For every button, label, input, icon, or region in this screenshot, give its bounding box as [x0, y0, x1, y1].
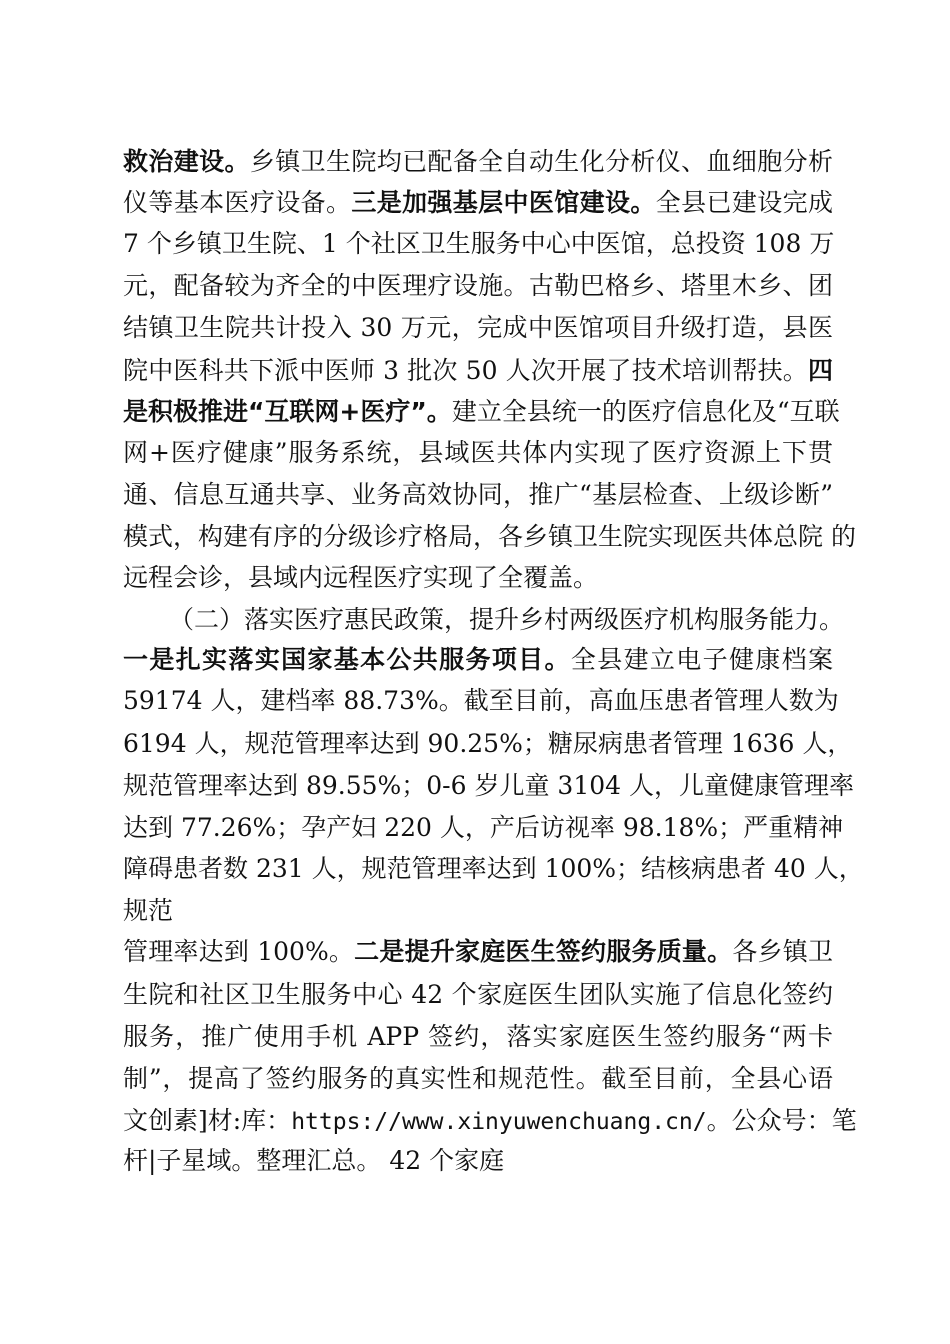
- text-run: 制”，提高了签约服务的真实性和规范性。截至目前，全县心语: [123, 1064, 833, 1093]
- text-run: 管理率达到 100%。: [123, 937, 355, 966]
- text-line: [123, 224, 833, 264]
- text-line: [123, 932, 833, 972]
- text-line: [123, 724, 853, 764]
- text-line: [123, 142, 833, 182]
- text-run: 59174 人，建档率 88.73%。截至目前，高血压患者管理人数为: [123, 686, 839, 715]
- text-run: 建立全县统一的医疗信息化及“互联: [451, 397, 840, 426]
- text-run: 全县已建设完成: [655, 188, 833, 217]
- text-run: 仪等基本医疗设备。: [123, 188, 352, 217]
- text-run: 文创素]材:库：: [123, 1106, 292, 1135]
- text-run: 网+医疗健康”服务系统，县域医共体内实现了医疗资源上下贯: [123, 438, 833, 467]
- text-run: 生院和社区卫生服务中心 42 个家庭医生团队实施了信息化签约: [123, 980, 833, 1009]
- text-line: [123, 640, 833, 680]
- text-line: [123, 808, 844, 848]
- text-run: 结镇卫生院共计投入 30 万元，完成中医馆项目升级打造，县医: [123, 313, 833, 342]
- bold-heading-run: 一是扎实落实国家基本公共服务项目。: [123, 645, 571, 674]
- text-line: [123, 766, 854, 806]
- text-line: [123, 1101, 857, 1141]
- text-line: [123, 975, 833, 1015]
- text-run: 元，配备较为齐全的中医理疗设施。古勒巴格乡、塔里木乡、团: [123, 271, 833, 300]
- text-line: [123, 1017, 833, 1057]
- text-line: [123, 1141, 833, 1181]
- text-run: 通、信息互通共享、业务高效协同，推广“基层检查、上级诊断”: [123, 480, 833, 509]
- bold-heading-run: 二是提升家庭医生签约服务质量。: [354, 937, 733, 966]
- text-line: [123, 308, 833, 348]
- text-run: 乡镇卫生院均已配备全自动生化分析仪、血细胞分析: [249, 147, 833, 176]
- text-line: [123, 891, 833, 931]
- text-run: 障碍患者数 231 人，规范管理率达到 100%；结核病患者 40 人，: [123, 854, 864, 883]
- url-text: https://www.xinyuwenchuang.cn/: [291, 1109, 707, 1135]
- text-line: [123, 681, 839, 721]
- text-run: 杆|子星域。整理汇总。 42 个家庭: [123, 1146, 505, 1175]
- text-line: [123, 183, 833, 223]
- text-run: 7 个乡镇卫生院、1 个社区卫生服务中心中医馆，总投资 108 万: [123, 229, 835, 258]
- bold-heading-run: 是积极推进“互联网+医疗”。: [123, 397, 452, 426]
- text-line: [123, 558, 833, 598]
- text-run: 模式，构建有序的分级诊疗格局，各乡镇卫生院实现医共体总院 的: [123, 522, 856, 551]
- text-run: 全县建立电子健康档案: [570, 645, 833, 674]
- bold-heading-run: 救治建设。: [123, 147, 250, 176]
- text-run: 各乡镇卫: [732, 937, 833, 966]
- text-line: [123, 849, 864, 889]
- text-run: 规范管理率达到 89.55%；0-6 岁儿童 3104 人，儿童健康管理率: [123, 771, 854, 800]
- text-run: 院中医科共下派中医师 3 批次 50 人次开展了技术培训帮扶。: [123, 356, 808, 385]
- text-line: [123, 1059, 833, 1099]
- text-line: [123, 266, 833, 306]
- text-run: 达到 77.26%；孕产妇 220 人，产后访视率 98.18%；严重精神: [123, 813, 844, 842]
- bold-heading-run: 四: [807, 356, 833, 385]
- text-run: （二）落实医疗惠民政策，提升乡村两级医疗机构服务能力。: [169, 605, 845, 634]
- text-run: 。公众号：笔: [706, 1106, 857, 1135]
- text-run: 6194 人，规范管理率达到 90.25%；糖尿病患者管理 1636 人，: [123, 729, 853, 758]
- text-run: 规范: [123, 896, 174, 925]
- text-line: [123, 475, 833, 515]
- text-line: [123, 392, 840, 432]
- text-line: [123, 433, 833, 473]
- text-line: [123, 600, 845, 640]
- bold-heading-run: 三是加强基层中医馆建设。: [351, 188, 656, 217]
- text-line: [123, 351, 833, 391]
- text-run: 服务，推广使用手机 APP 签约，落实家庭医生签约服务“两卡: [123, 1022, 833, 1051]
- text-line: [123, 517, 856, 557]
- text-run: 远程会诊，县域内远程医疗实现了全覆盖。: [123, 563, 599, 592]
